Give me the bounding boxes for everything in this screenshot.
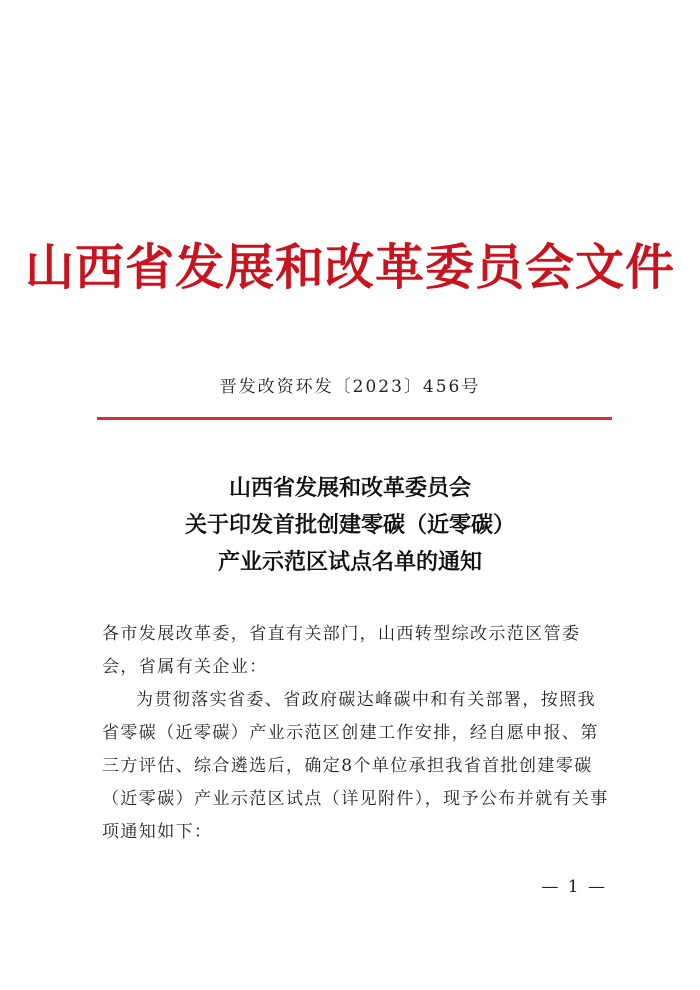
notice-body [102,618,610,849]
red-divider-line [97,417,612,420]
document-number: 晋发改资环发〔2023〕456号 [219,377,481,397]
body-paragraph: 为贯彻落实省委、省政府碳达峰碳中和有关部署，按照我省零碳（近零碳）产业示范区创建工作安排，经自愿申报、第三方评估、综合遴选后，确定8个单位承担我省首批创建零碳（近零碳）产业示范区试点（详见附件），现予公布并就有关事项通知如下： [102,690,609,842]
document-header-title: 山西省发展和改革委员会文件 [24,238,675,296]
notice-title [0,470,700,581]
notice-title-line-1: 山西省发展和改革委员会 [228,475,471,501]
notice-title-line-2: 关于印发首批创建零碳（近零碳） [184,512,515,538]
salutation: 各市发展改革委，省直有关部门，山西转型综改示范区管委会，省属有关企业： [102,624,581,677]
page-number: — 1 — [541,877,607,897]
notice-title-line-3: 产业示范区试点名单的通知 [217,549,482,575]
